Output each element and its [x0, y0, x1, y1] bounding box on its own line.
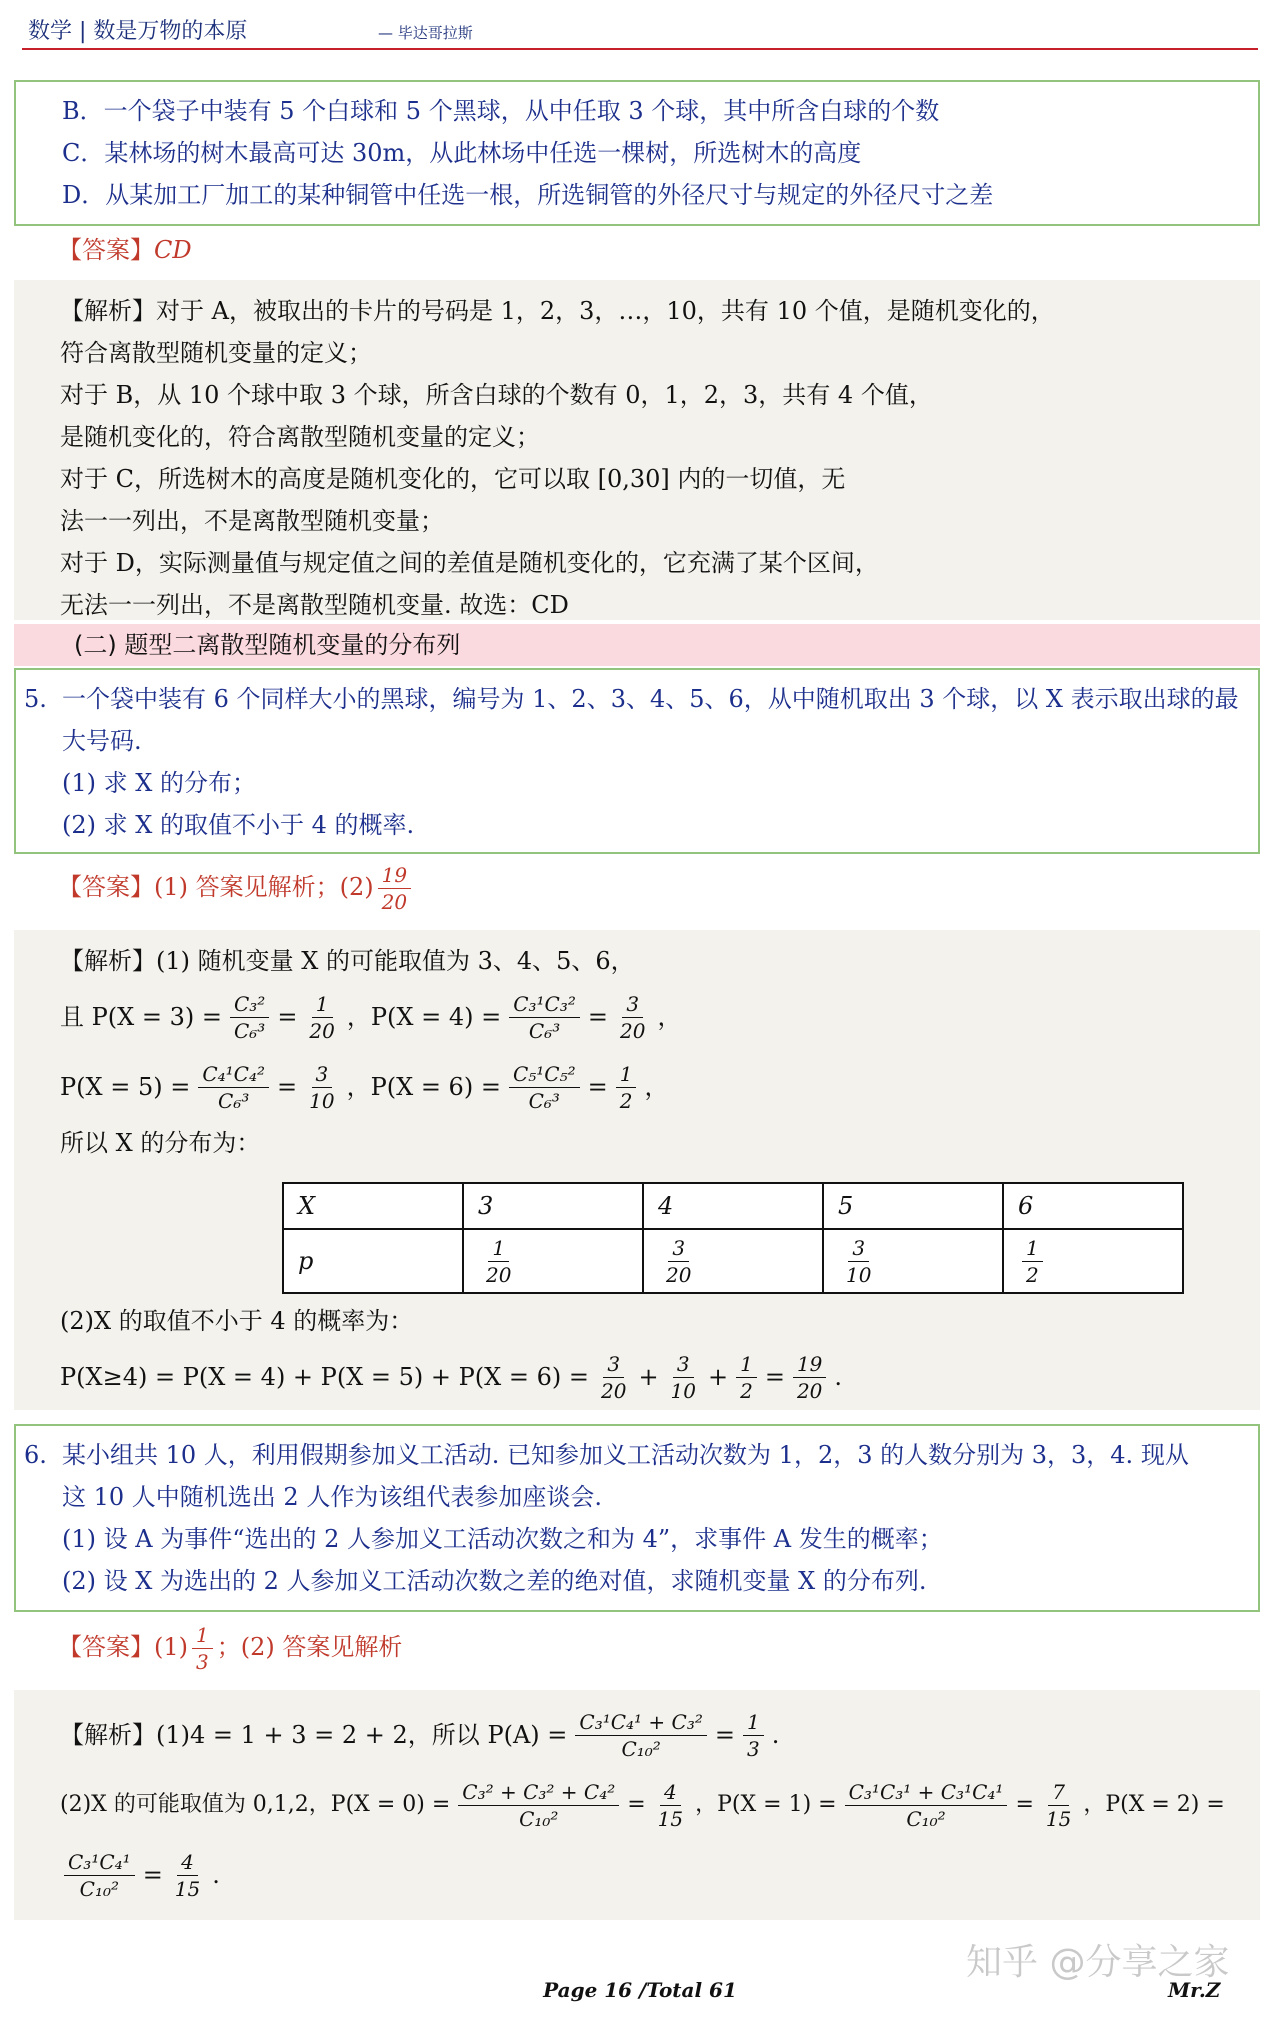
fraction — [597, 1351, 634, 1404]
header-quote: — 毕达哥拉斯 — [378, 24, 473, 42]
fraction-denominator: C₁₀² — [621, 1736, 661, 1761]
fraction-numerator: 1 — [488, 1235, 509, 1262]
fraction-denominator: 10 — [309, 1088, 335, 1113]
solution-line: 对于 B，从 10 个球中取 3 个球，所含白球的个数有 0，1，2，3，共有 4 个值， — [60, 381, 933, 409]
fraction-numerator: 1 — [616, 1061, 637, 1088]
equals-sign: = — [277, 1073, 298, 1101]
question-line: (1) 设 A 为事件“选出的 2 人参加义工活动次数之和为 4”，求事件 A 发生的概率； — [62, 1525, 943, 1553]
fraction — [64, 1849, 139, 1902]
fraction — [736, 1351, 761, 1404]
fraction — [842, 1235, 875, 1288]
fraction-numerator: 19 — [378, 862, 411, 889]
solution-line: 符合离散型随机变量的定义； — [60, 339, 372, 367]
table-row — [283, 1229, 1183, 1293]
expr-text: ，P(X = 6) = — [346, 1073, 501, 1101]
fraction — [230, 991, 273, 1044]
fraction-denominator: 3 — [747, 1736, 760, 1761]
table-row — [283, 1183, 1183, 1229]
fraction-numerator: 3 — [848, 1235, 869, 1262]
table-cell — [1003, 1229, 1183, 1293]
answer-tag: 【答案】 — [58, 236, 154, 264]
solution-6 — [14, 1690, 1260, 1920]
answer-fraction — [378, 862, 411, 915]
question-6-box — [14, 1424, 1260, 1612]
question-line: 一个袋中装有 6 个同样大小的黑球，编号为 1、2、3、4、5、6，从中随机取出 3 个球，以 X 表示取出球的最 — [62, 685, 1239, 713]
expr-text: ，P(X = 1) = — [695, 1792, 837, 1817]
fraction-numerator: 4 — [177, 1849, 198, 1876]
fraction-denominator: 20 — [796, 1378, 823, 1403]
fraction-denominator: 2 — [1026, 1262, 1039, 1287]
table-cell — [463, 1229, 643, 1293]
probability-sum-line — [60, 1342, 1244, 1412]
punctuation: ， — [644, 1073, 669, 1101]
fraction — [171, 1849, 208, 1902]
fraction — [616, 991, 653, 1044]
fraction-numerator: C₃² — [230, 991, 269, 1018]
expr-text: P(X≥4) = P(X = 4) + P(X = 5) + P(X = 6) = — [60, 1363, 589, 1391]
fraction-numerator: 1 — [736, 1351, 757, 1378]
fraction-denominator: 15 — [657, 1806, 684, 1831]
fraction — [743, 1709, 768, 1762]
fraction — [1042, 1779, 1079, 1832]
table-cell: X — [283, 1183, 463, 1229]
solution-line: 对于 D，实际测量值与规定值之间的差值是随机变化的，它充满了某个区间， — [60, 549, 879, 577]
question-line: (2) 设 X 为选出的 2 人参加义工活动次数之差的绝对值，求随机变量 X 的分布列. — [62, 1567, 927, 1595]
question-number: 6. — [24, 1441, 47, 1469]
expr-text: ，P(X = 4) = — [346, 1003, 502, 1031]
fraction — [793, 1351, 830, 1404]
answer-4 — [58, 230, 192, 265]
answer-text: (1) 答案见解析；(2) — [154, 873, 374, 901]
answer-6 — [58, 1622, 402, 1675]
fraction — [509, 991, 584, 1044]
fraction — [654, 1779, 691, 1832]
fraction-denominator: 15 — [174, 1876, 201, 1901]
fraction-denominator: 20 — [600, 1378, 627, 1403]
fraction-numerator: C₄¹C₄² — [198, 1061, 269, 1088]
fraction-denominator: 20 — [381, 890, 408, 914]
fraction-numerator: 1 — [192, 1622, 213, 1649]
fraction — [667, 1351, 704, 1404]
fraction — [575, 1709, 711, 1762]
solution-line: (2)X 的取值不小于 4 的概率为： — [60, 1307, 414, 1335]
fraction-numerator: 1 — [312, 991, 333, 1018]
question-4-options-box — [14, 80, 1260, 226]
expr-text: P(X = 5) = — [60, 1073, 191, 1101]
fraction-numerator: C₃¹C₄¹ + C₃² — [575, 1709, 707, 1736]
solution-intro: 【解析】(1) 随机变量 X 的可能取值为 3、4、5、6， — [60, 947, 635, 975]
fraction-denominator: 15 — [1045, 1806, 1072, 1831]
equals-sign: = — [1015, 1792, 1034, 1817]
page-number: Page 16 /Total 61 — [543, 1978, 737, 2002]
punctuation: . — [834, 1363, 843, 1391]
fraction-denominator: 10 — [670, 1378, 696, 1403]
fraction-denominator: C₁₀² — [519, 1806, 559, 1831]
table-cell — [643, 1229, 823, 1293]
fraction — [305, 1061, 342, 1114]
fraction — [509, 1061, 584, 1114]
solution-line-3 — [60, 1840, 1244, 1910]
watermark: 知乎 @分享之家 — [966, 1942, 1230, 1983]
table-cell: 6 — [1003, 1183, 1183, 1229]
fraction-denominator: C₁₀² — [79, 1876, 120, 1901]
solution-line: 对于 C，所选树木的高度是随机变化的，它可以取 [0,30] 内的一切值，无 — [60, 465, 846, 493]
expr-text: 【解析】(1)4 = 1 + 3 = 2 + 2，所以 P(A) = — [60, 1721, 568, 1749]
solution-4 — [14, 280, 1260, 620]
fraction — [482, 1235, 515, 1288]
question-line: 大号码. — [62, 727, 142, 755]
fraction-denominator: 2 — [740, 1378, 753, 1403]
table-cell: 4 — [643, 1183, 823, 1229]
fraction — [845, 1779, 1012, 1832]
fraction-denominator: C₆³ — [528, 1088, 560, 1113]
fraction — [1022, 1235, 1043, 1288]
punctuation: . — [771, 1721, 780, 1749]
fraction-denominator: 3 — [196, 1650, 209, 1674]
fraction-numerator: C₃¹C₃¹ + C₃¹C₄¹ — [845, 1779, 1008, 1806]
fraction — [616, 1061, 641, 1114]
equals-sign: = — [587, 1073, 608, 1101]
fraction-denominator: 20 — [620, 1018, 646, 1043]
punctuation: ， — [657, 1003, 682, 1031]
question-line: (2) 求 X 的取值不小于 4 的概率. — [62, 811, 415, 839]
author-mark: Mr.Z — [1168, 1978, 1221, 2002]
fraction-denominator: C₆³ — [528, 1018, 561, 1043]
solution-line: 法一一列出，不是离散型随机变量； — [60, 507, 444, 535]
fraction — [458, 1779, 623, 1832]
answer-value: CD — [154, 236, 192, 264]
fraction-numerator: 19 — [793, 1351, 826, 1378]
fraction-numerator: C₅¹C₅² — [509, 1061, 580, 1088]
solution-line-1 — [60, 1700, 1244, 1770]
question-line: (1) 求 X 的分布； — [62, 769, 256, 797]
fraction-numerator: 3 — [603, 1351, 624, 1378]
fraction-numerator: C₃¹C₃² — [509, 991, 580, 1018]
fraction-numerator: 3 — [668, 1235, 689, 1262]
fraction-denominator: C₆³ — [233, 1018, 266, 1043]
fraction-numerator: C₃¹C₄¹ — [64, 1849, 135, 1876]
equals-sign: = — [714, 1721, 735, 1749]
question-line: 这 10 人中随机选出 2 人作为该组代表参加座谈会. — [62, 1483, 602, 1511]
fraction-numerator: 1 — [743, 1709, 764, 1736]
probability-line-2 — [60, 1052, 1244, 1122]
option-c: C．某林场的树木最高可达 30m，从此林场中任选一棵树，所选树木的高度 — [62, 139, 862, 167]
fraction-numerator: 3 — [312, 1061, 333, 1088]
header-divider — [22, 48, 1258, 50]
fraction-numerator: 3 — [622, 991, 643, 1018]
plus-sign: + — [638, 1363, 659, 1391]
section-heading: (二) 题型二离散型随机变量的分布列 — [14, 624, 1260, 666]
question-5-box — [14, 668, 1260, 854]
equals-sign: = — [142, 1861, 163, 1889]
equals-sign: = — [627, 1792, 646, 1817]
fraction — [305, 991, 342, 1044]
expr-text: ，P(X = 2) = — [1083, 1792, 1225, 1817]
equals-sign: = — [587, 1003, 609, 1031]
fraction-numerator: C₃² + C₃² + C₄² — [458, 1779, 619, 1806]
expr-text: 且 P(X = 3) = — [60, 1003, 222, 1031]
table-cell: 3 — [463, 1183, 643, 1229]
option-d: D．从某加工厂加工的某种铜管中任选一根，所选铜管的外径尺寸与规定的外径尺寸之差 — [62, 181, 994, 209]
solution-line: 无法一一列出，不是离散型随机变量. 故选：CD — [60, 591, 569, 619]
fraction-denominator: 20 — [486, 1262, 512, 1287]
fraction-numerator: 4 — [660, 1779, 681, 1806]
distribution-table — [282, 1182, 1184, 1294]
fraction-denominator: C₆³ — [218, 1088, 250, 1113]
distribution-intro: 所以 X 的分布为： — [60, 1129, 261, 1157]
fraction-numerator: 1 — [1022, 1235, 1043, 1262]
page-header — [22, 10, 1258, 50]
probability-line-1 — [60, 982, 1244, 1052]
fraction-numerator: 3 — [673, 1351, 694, 1378]
plus-sign: + — [708, 1363, 729, 1391]
fraction — [198, 1061, 273, 1114]
fraction-denominator: 20 — [666, 1262, 692, 1287]
answer-suffix: ；(2) 答案见解析 — [216, 1633, 403, 1661]
table-cell: 5 — [823, 1183, 1003, 1229]
equals-sign: = — [277, 1003, 298, 1031]
fraction-denominator: 2 — [619, 1088, 633, 1113]
fraction-numerator: 7 — [1048, 1779, 1069, 1806]
solution-line: 是随机变化的，符合离散型随机变量的定义； — [60, 423, 540, 451]
answer-5 — [58, 862, 415, 915]
expr-text: (2)X 的可能取值为 0,1,2，P(X = 0) = — [60, 1792, 451, 1817]
punctuation: . — [212, 1861, 220, 1889]
answer-prefix: (1) — [154, 1633, 188, 1661]
question-number: 5. — [24, 685, 47, 713]
header-title: 数学 | 数是万物的本原 — [28, 19, 248, 44]
equals-sign: = — [764, 1363, 785, 1391]
answer-fraction — [192, 1622, 213, 1675]
answer-tag: 【答案】 — [58, 873, 154, 901]
solution-5-part2 — [14, 1300, 1260, 1410]
answer-tag: 【答案】 — [58, 1633, 154, 1661]
table-cell — [823, 1229, 1003, 1293]
fraction — [662, 1235, 695, 1288]
table-cell: p — [283, 1229, 463, 1293]
solution-line: 【解析】对于 A，被取出的卡片的号码是 1，2，3，…，10，共有 10 个值，是随机变化的， — [60, 297, 1055, 325]
fraction-denominator: 10 — [846, 1262, 872, 1287]
question-line: 某小组共 10 人，利用假期参加义工活动. 已知参加义工活动次数为 1，2，3 的人数分别为 3，3，4. 现从 — [62, 1441, 1189, 1469]
solution-line-2 — [60, 1770, 1244, 1840]
fraction-denominator: 20 — [309, 1018, 335, 1043]
fraction-denominator: C₁₀² — [906, 1806, 946, 1831]
option-b: B．一个袋子中装有 5 个白球和 5 个黑球，从中任取 3 个球，其中所含白球的个数 — [62, 97, 940, 125]
